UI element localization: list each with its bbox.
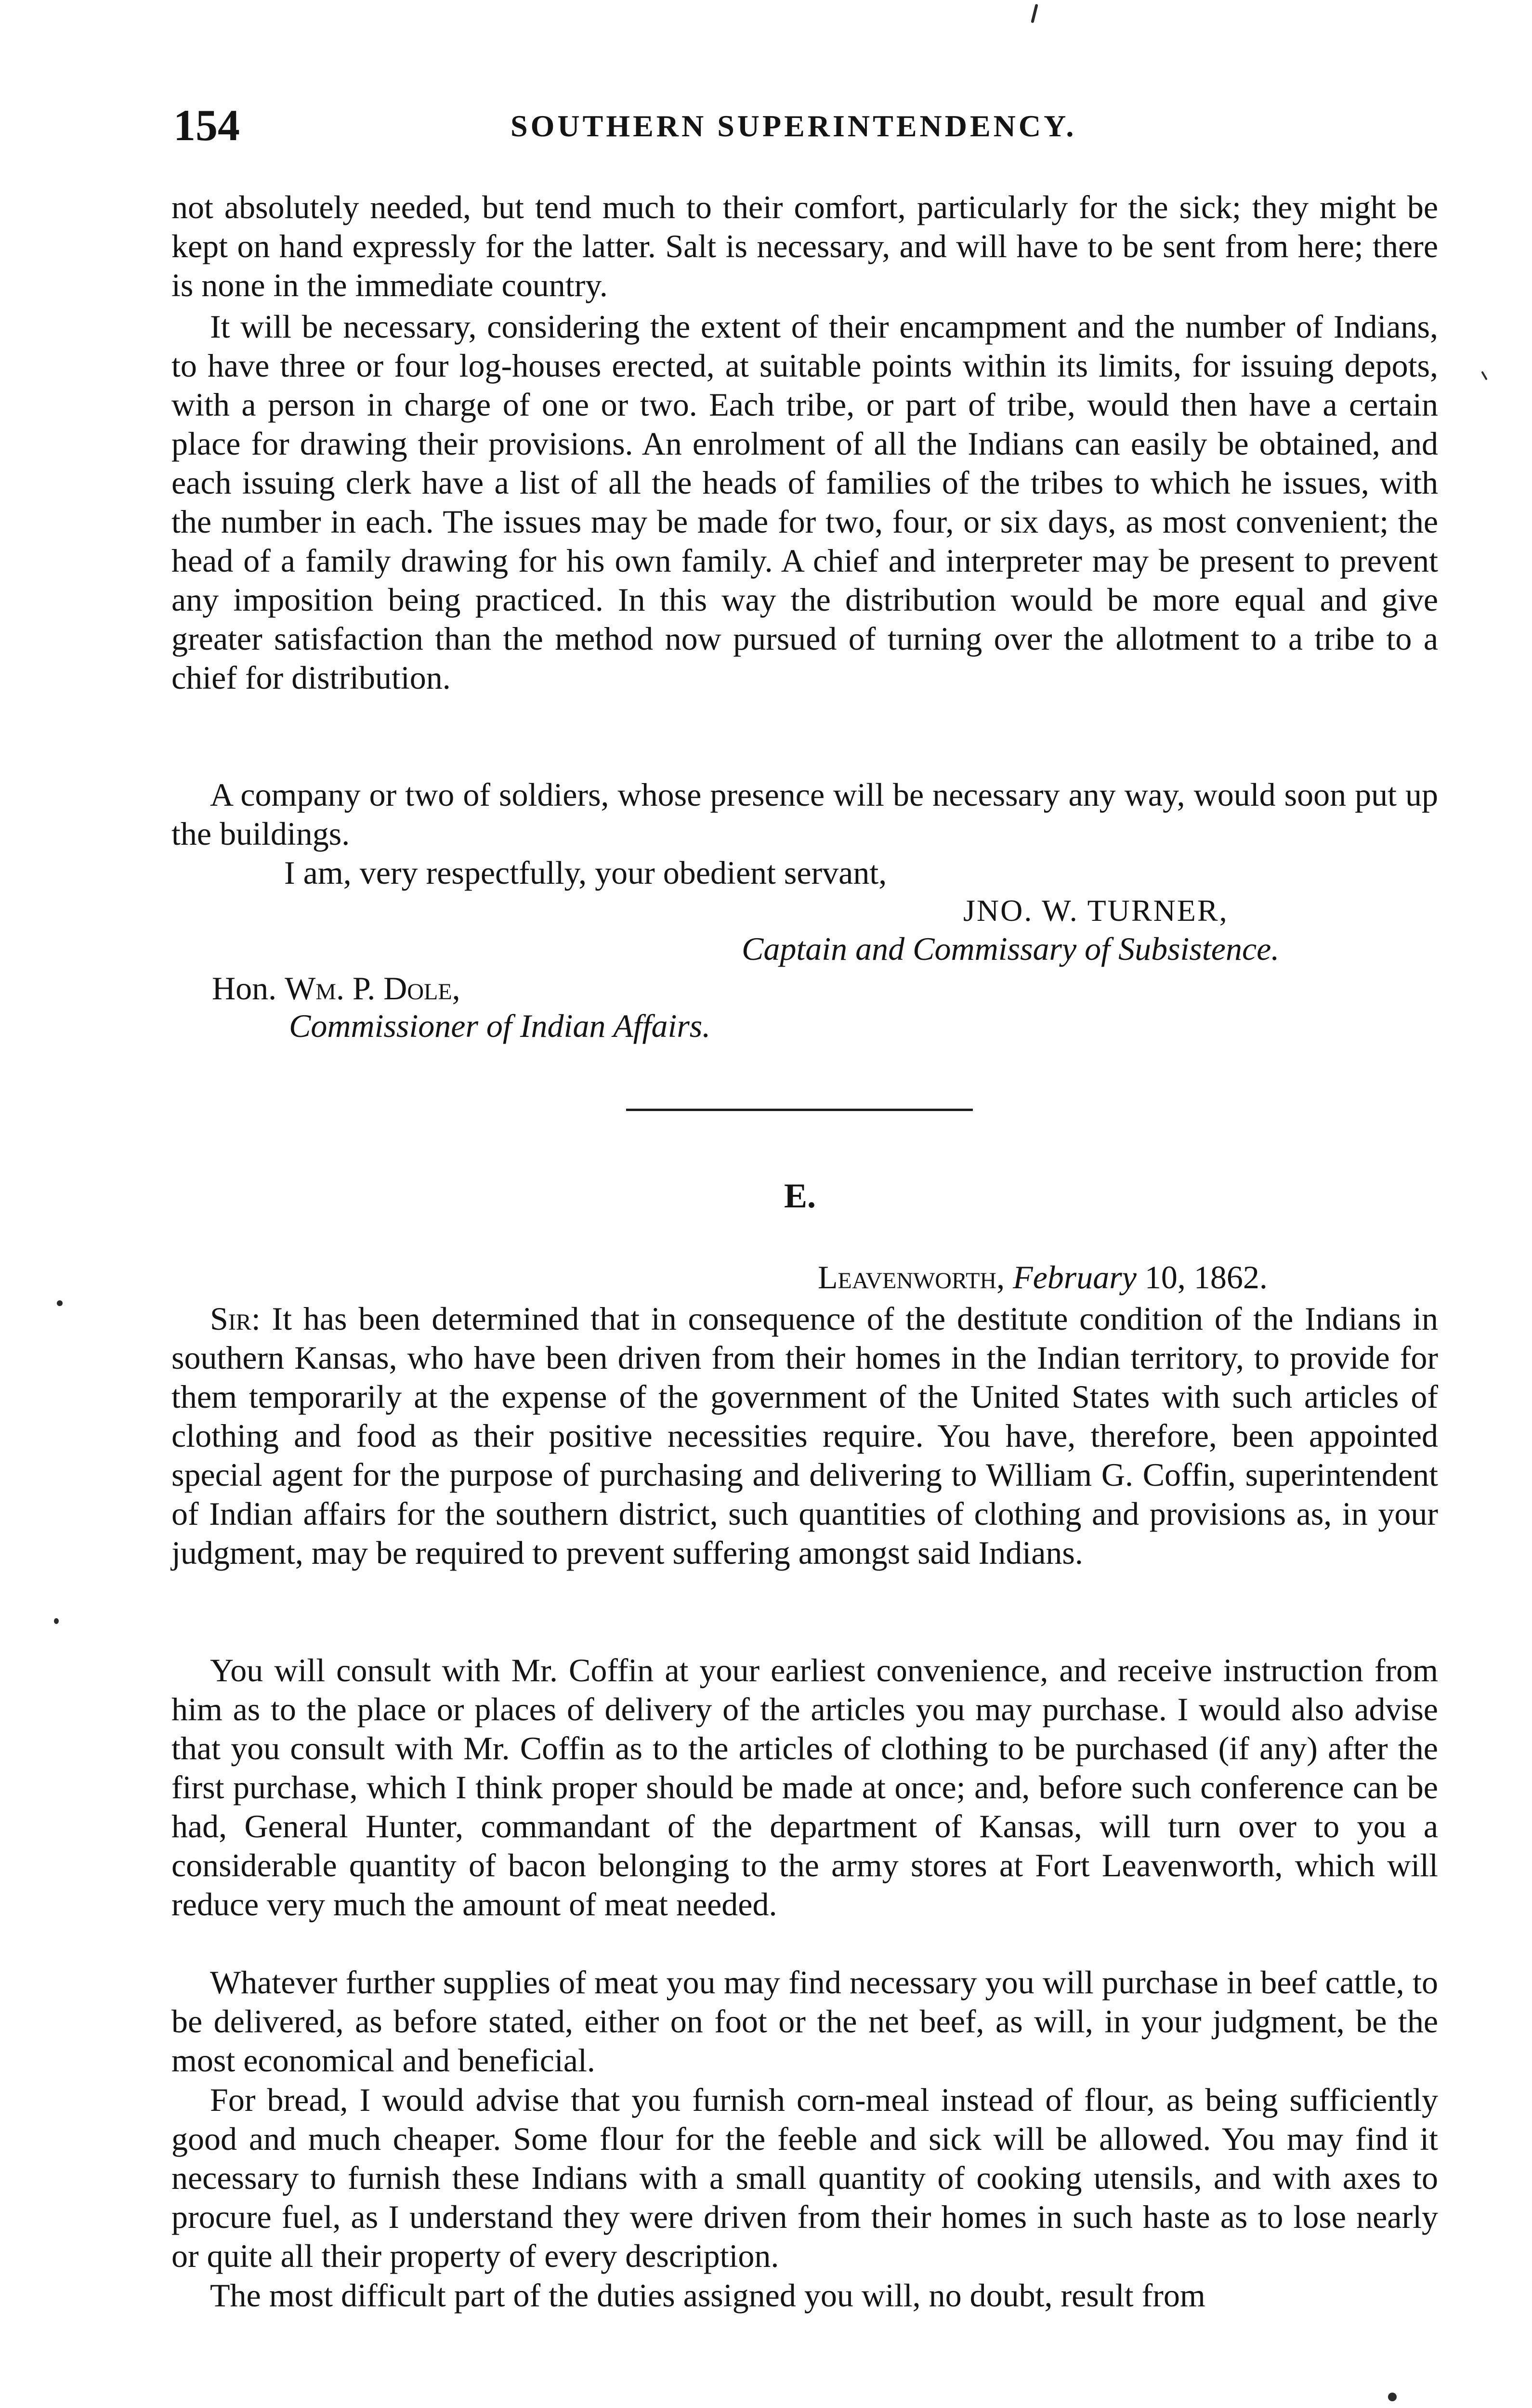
- dateline-day-year: 10, 1862.: [1136, 1259, 1268, 1296]
- addressee-line: [212, 969, 460, 1008]
- section-label: E.: [784, 1177, 816, 1215]
- page-number: 154: [173, 101, 240, 150]
- letter-closing: I am, very respectfully, your obedient servant,: [284, 854, 887, 891]
- scan-speck: [57, 1300, 63, 1306]
- letter-d-paragraph-2: It will be necessary, considering the extent of their encampment and the number of Indians, to have three or four log-houses erected, at suitable points within its limits, for issuing depots, with a person in charge of one or two. Each tribe, or part of tribe, would then have a certain place for drawing their provisions. An enrolment of all the Indians can easily be obtained, and each issuing clerk have a list of all the heads of families of the tribes to which he issues, with the number in each. The issues may be made for two, four, or six days, as most convenient; the head of a family drawing for his own family. A chief and interpreter may be present to prevent any imposition being practiced. In this way the distribution would be more equal and give greater satisfaction than the method now pursued of turning over the allotment to a tribe to a chief for distribution.: [171, 308, 1438, 696]
- scan-speck: [1388, 2393, 1397, 2401]
- letter-d-paragraph-1: not absolutely needed, but tend much to their comfort, particularly for the sick; they might be kept on hand expressly for the latter. Salt is necessary, and will have to be sent from here; there is none in the immediate country.: [171, 189, 1438, 303]
- signer-title: Captain and Commissary of Subsistence.: [742, 930, 1280, 967]
- letter-d-paragraph-3: A company or two of soldiers, whose presence will be necessary any way, would soon put up the buildings.: [171, 776, 1438, 852]
- page-header: [173, 96, 1450, 154]
- letter-e-paragraph-3: Whatever further supplies of meat you may find necessary you will purchase in beef cattle, to be delivered, as before stated, either on foot or the net beef, as will, in your judgment, be the most economical and beneficial.: [171, 1964, 1438, 2079]
- addressee-title: Commissioner of Indian Affairs.: [289, 1008, 711, 1044]
- letter-e-paragraph-1-text: : It has been determined that in consequence of the destitute condition of the Indians in southern Kansas, who have been driven from their homes in the Indian territory, to provide for them temporarily at the expense of the government of the United States with such articles of clothing and food as their positive necessities require. You have, therefore, been appointed special agent for the purpose of purchasing and delivering to William G. Coffin, superintendent of Indian affairs for the southern district, such quantities of clothing and provisions as, in your judgment, may be required to prevent suffering amongst said Indians.: [171, 1300, 1438, 1571]
- scan-speck: [1481, 371, 1487, 380]
- section-divider: [626, 1109, 973, 1111]
- scan-speck: [54, 1618, 59, 1624]
- letter-e-paragraph-5: The most difficult part of the duties assigned you will, no doubt, result from: [210, 2277, 1205, 2314]
- addressee-prefix: Hon.: [212, 970, 285, 1007]
- dateline-place: Leavenworth,: [818, 1259, 1005, 1296]
- dateline: [818, 1258, 1268, 1297]
- running-head: SOUTHERN SUPERINTENDENCY.: [511, 109, 1077, 143]
- letter-e-paragraph-2: You will consult with Mr. Coffin at your earliest convenience, and receive instruction from him as to the place or places of delivery of the articles you may purchase. I would also advise that you consult with Mr. Coffin as to the articles of clothing to be purchased (if any) after the first purchase, which I think proper should be made at once; and, before such conference can be had, General Hunter, commandant of the department of Kansas, will turn over to you a considerable quantity of bacon belonging to the army stores at Fort Leavenworth, which will reduce very much the amount of meat needed.: [171, 1652, 1438, 1923]
- scan-mark: [1031, 4, 1038, 23]
- dateline-month: February: [1013, 1259, 1137, 1296]
- addressee-name: Wm. P. Dole,: [285, 970, 460, 1007]
- letter-e-paragraph-1: [171, 1299, 1438, 1572]
- salutation: Sir: [210, 1300, 251, 1337]
- letter-e-paragraph-4: For bread, I would advise that you furnish corn-meal instead of flour, as being sufficiently good and much cheaper. Some flour for the feeble and sick will be allowed. You may find it necessary to furnish these Indians with a small quantity of cooking utensils, and with axes to procure fuel, as I understand they were driven from their homes in such haste as to lose nearly or quite all their property of every description.: [171, 2081, 1438, 2274]
- signer-name: JNO. W. TURNER,: [963, 893, 1229, 928]
